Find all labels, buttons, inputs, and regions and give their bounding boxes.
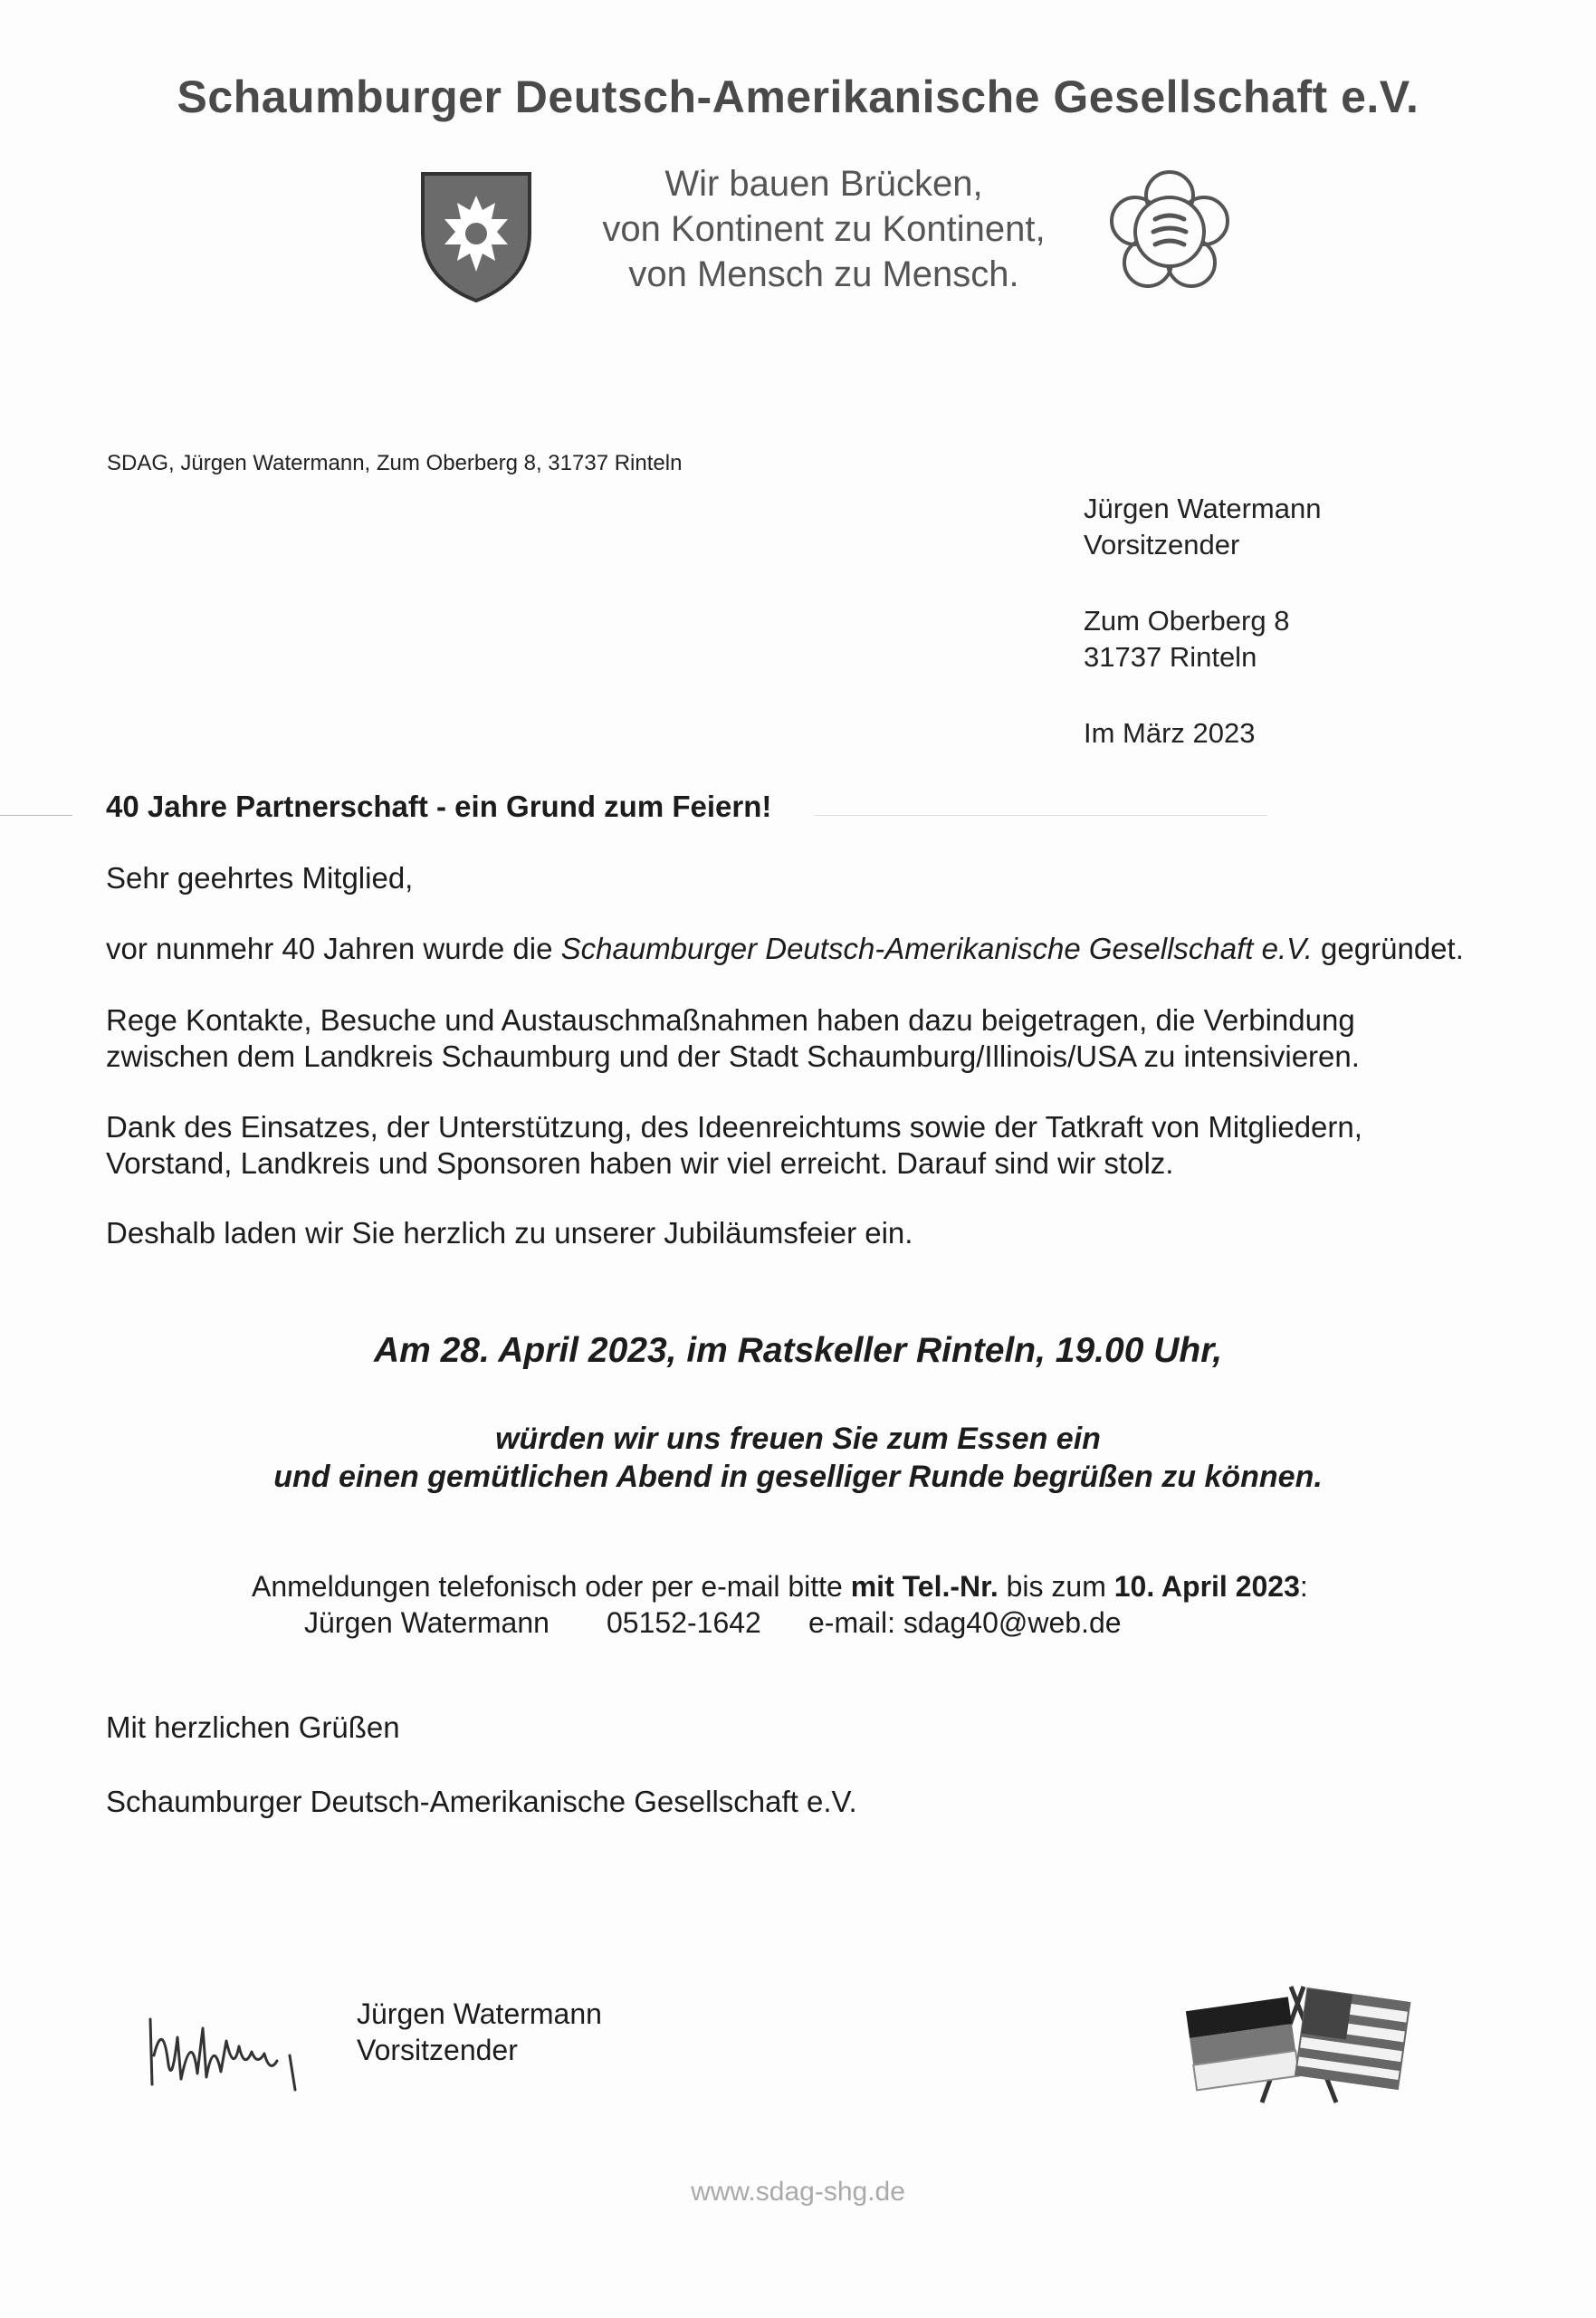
registration-text-1: Anmeldungen telefonisch oder per e-mail bitte — [252, 1570, 851, 1603]
letter-date: Im März 2023 — [1084, 717, 1256, 749]
slogan-line-1: Wir bauen Brücken, — [664, 164, 983, 204]
registration-instructions — [252, 1568, 1308, 1604]
letter-subject: 40 Jahre Partnerschaft - ein Grund zum Feiern! — [106, 790, 772, 823]
crossed-flags-germany-usa-icon — [1184, 1979, 1410, 2111]
registration-phone-note: mit Tel.-Nr. — [850, 1570, 999, 1603]
paragraph-thanks-line-2: Vorstand, Landkreis und Sponsoren haben wir viel erreicht. Darauf sind wir stolz. — [106, 1146, 1174, 1180]
paragraph-founding — [106, 931, 1536, 967]
paragraph-contacts-line-1: Rege Kontakte, Besuche und Austauschmaßnahmen haben dazu beigetragen, die Verbindung — [106, 1003, 1355, 1037]
closing-greeting: Mit herzlichen Grüßen — [106, 1710, 400, 1744]
slogan-line-2: von Kontinent zu Kontinent, — [602, 209, 1046, 249]
paragraph-founding-text-1: vor nunmehr 40 Jahren wurde die — [106, 932, 561, 965]
paragraph-thanks — [106, 1109, 1536, 1182]
paragraph-invitation: Deshalb laden wir Sie herzlich zu unserer Jubiläumsfeier ein. — [106, 1216, 913, 1250]
paragraph-contacts — [106, 1002, 1536, 1075]
salutation: Sehr geehrtes Mitglied, — [106, 861, 414, 895]
paragraph-contacts-line-2: zwischen dem Landkreis Schaumburg und der Stadt Schaumburg/Illinois/USA zu intensivieren. — [106, 1039, 1360, 1073]
rose-emblem-icon — [1106, 168, 1233, 300]
signer-name: Jürgen Watermann — [357, 1997, 602, 2030]
signer-role: Vorsitzender — [357, 2034, 518, 2066]
sender-name: Jürgen Watermann — [1084, 493, 1322, 524]
registration-phone: 05152-1642 — [607, 1606, 761, 1639]
sender-role: Vorsitzender — [1084, 529, 1240, 560]
registration-email: e-mail: sdag40@web.de — [808, 1606, 1122, 1639]
registration-text-2: bis zum — [998, 1570, 1114, 1603]
signer-block — [357, 1996, 602, 2068]
fold-mark-left — [0, 815, 72, 816]
fold-mark-right — [815, 815, 1267, 816]
paragraph-thanks-line-1: Dank des Einsatzes, der Unterstützung, des Ideenreichtums sowie der Tatkraft von Mitgliedern, — [106, 1110, 1362, 1144]
paragraph-founding-org: Schaumburger Deutsch-Amerikanische Gesellschaft e.V. — [560, 932, 1313, 965]
organization-title: Schaumburger Deutsch-Amerikanische Gesellschaft e.V. — [177, 72, 1419, 122]
slogan — [507, 161, 1141, 297]
registration-text-3: : — [1299, 1570, 1308, 1603]
event-line-1: würden wir uns freuen Sie zum Essen ein — [495, 1422, 1101, 1456]
sender-city: 31737 Rinteln — [1084, 641, 1257, 673]
website-footer: www.sdag-shg.de — [691, 2177, 905, 2207]
sender-return-address: SDAG, Jürgen Watermann, Zum Oberberg 8, 31737 Rinteln — [107, 451, 683, 475]
event-headline: Am 28. April 2023, im Ratskeller Rinteln, 19.00 Uhr, — [373, 1331, 1223, 1370]
paragraph-founding-text-2: gegründet. — [1312, 932, 1464, 965]
registration-deadline: 10. April 2023 — [1113, 1570, 1300, 1603]
sender-street: Zum Oberberg 8 — [1084, 605, 1290, 637]
event-line-2: und einen gemütlichen Abend in geselliger Runde begrüßen zu können. — [273, 1460, 1323, 1494]
slogan-line-3: von Mensch zu Mensch. — [628, 254, 1019, 294]
handwritten-signature — [145, 2001, 317, 2096]
registration-contact-name: Jürgen Watermann — [304, 1606, 550, 1639]
closing-organization: Schaumburger Deutsch-Amerikanische Gesellschaft e.V. — [106, 1785, 857, 1818]
